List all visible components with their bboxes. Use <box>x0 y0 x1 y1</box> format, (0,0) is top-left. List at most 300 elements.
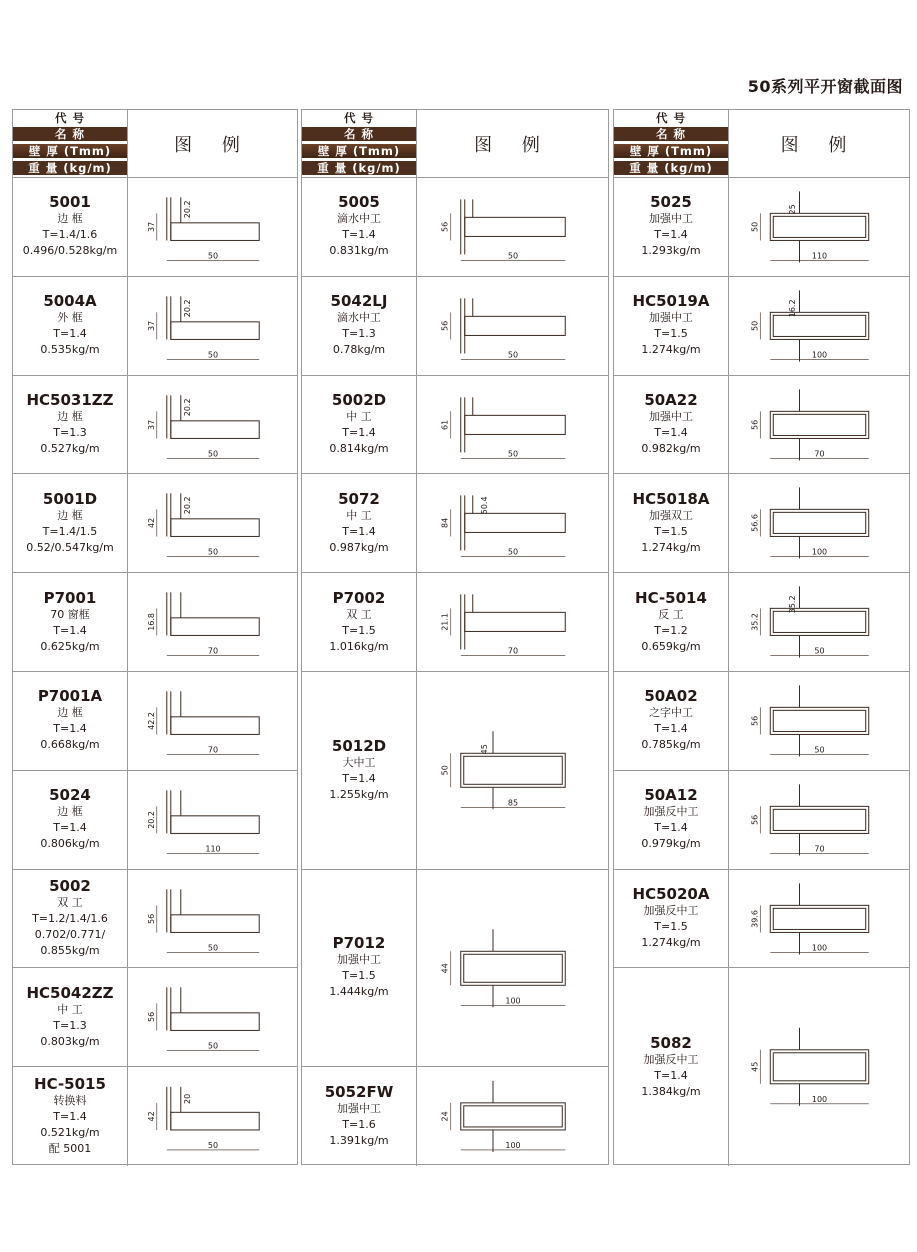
width-dimension: 70 <box>207 745 219 755</box>
profile-code: 5042LJ <box>330 292 388 311</box>
height-dimension: 56 <box>750 419 760 430</box>
profile-drawing <box>167 691 259 734</box>
profile-weight: 0.987kg/m <box>329 540 389 554</box>
width-dimension: 50 <box>207 1141 219 1151</box>
profile-info <box>13 474 128 572</box>
profile-row <box>13 376 297 475</box>
profile-diagram <box>730 474 909 572</box>
profile-thickness: T=1.4 <box>53 327 87 341</box>
height-dimension: 37 <box>146 221 156 232</box>
secondary-dimension: 45 <box>479 744 489 755</box>
secondary-dimension: 25 <box>787 204 797 215</box>
profile-weight: 0.527kg/m <box>40 441 100 455</box>
profile-info <box>13 277 128 375</box>
profile-body <box>465 316 566 335</box>
height-dimension: 35.2 <box>750 613 760 631</box>
secondary-dimension: 20.2 <box>182 398 192 416</box>
profile-info <box>13 376 128 474</box>
width-dimension: 70 <box>207 646 219 656</box>
profile-weight: 0.785kg/m <box>641 738 701 752</box>
profile-thickness: T=1.4 <box>53 821 87 835</box>
height-dimension: 56 <box>146 913 156 924</box>
profile-body <box>171 914 259 932</box>
profile-weight: 1.391kg/m <box>329 1134 389 1148</box>
profile-drawing <box>461 298 566 353</box>
profile-name: 转换料 <box>53 1094 87 1108</box>
profile-info <box>614 277 729 375</box>
profile-weight: 0.535kg/m <box>40 343 100 357</box>
profile-figure <box>730 474 909 572</box>
header-legend: 图 例 <box>780 134 859 156</box>
profile-weight: 1.444kg/m <box>329 985 389 999</box>
profile-code: 5082 <box>650 1033 692 1052</box>
secondary-dimension: 35.2 <box>787 595 797 614</box>
profile-diagram <box>418 376 608 474</box>
profile-code: 5001D <box>42 489 98 508</box>
profile-name: 边 框 <box>57 508 83 522</box>
profile-diagram <box>129 1067 297 1166</box>
profile-body <box>465 217 566 236</box>
profile-thickness: T=1.5 <box>654 919 688 933</box>
profile-code: 5002D <box>331 390 387 409</box>
header-legend: 图 例 <box>474 134 552 156</box>
height-dimension: 16.8 <box>146 613 156 631</box>
profile-body <box>770 609 868 636</box>
profile-code: 5002 <box>49 876 91 895</box>
height-dimension: 50 <box>750 221 760 232</box>
profile-thickness: T=1.3 <box>342 327 376 341</box>
profile-thickness: T=1.3 <box>53 425 87 439</box>
profile-diagram <box>730 968 909 1166</box>
header-name-label: 名 称 <box>13 127 127 141</box>
profile-body <box>465 415 566 434</box>
profile-diagram <box>129 277 297 375</box>
profile-diagram <box>418 672 608 869</box>
profile-info <box>13 1067 128 1166</box>
profile-name: 边 框 <box>57 212 83 226</box>
profile-figure <box>730 968 909 1166</box>
profile-body <box>171 717 259 735</box>
profile-row <box>614 771 909 870</box>
profile-body <box>171 322 259 340</box>
profile-thickness: T=1.5 <box>654 524 688 538</box>
profile-name: 双 工 <box>346 607 372 621</box>
header-weight-label: 重 量 (kg/m) <box>302 161 416 175</box>
width-dimension: 50 <box>507 449 519 459</box>
height-dimension: 42 <box>146 518 156 529</box>
profile-row <box>13 870 297 969</box>
height-dimension: 42 <box>146 1111 156 1122</box>
profile-figure <box>129 178 297 276</box>
height-dimension: 50 <box>440 765 450 776</box>
profile-figure <box>418 573 608 671</box>
profile-figure <box>730 870 909 968</box>
header-thickness-label: 壁 厚 (Tmm) <box>13 144 127 158</box>
profile-body <box>461 753 566 787</box>
profile-inner <box>773 710 865 731</box>
profile-figure <box>418 474 608 572</box>
profile-info <box>13 870 128 968</box>
profile-weight: 0.52/0.547kg/m <box>26 540 114 554</box>
width-dimension: 100 <box>811 943 828 953</box>
profile-weight: 0.78kg/m <box>332 343 386 357</box>
profile-figure <box>418 376 608 474</box>
height-dimension: 45 <box>750 1062 760 1073</box>
profile-thickness: T=1.2/1.4/1.6 <box>32 911 108 925</box>
profile-inner <box>773 414 865 435</box>
profile-row <box>302 376 608 475</box>
header-labels <box>614 110 729 177</box>
profile-weight: 1.293kg/m <box>641 244 701 258</box>
profile-weight: 0.702/0.771/ <box>34 927 106 941</box>
profile-thickness: T=1.6 <box>342 1118 376 1132</box>
profile-weight: 0.831kg/m <box>329 244 389 258</box>
profile-figure <box>418 870 608 1067</box>
profile-figure <box>730 573 909 671</box>
profile-thickness: T=1.4 <box>342 425 376 439</box>
profile-info <box>614 573 729 671</box>
profile-thickness: T=1.4/1.5 <box>42 524 98 538</box>
width-dimension: 50 <box>207 449 219 459</box>
profile-code: HC5019A <box>632 292 710 311</box>
width-dimension: 50 <box>507 251 519 261</box>
width-dimension: 50 <box>507 350 519 360</box>
profile-row <box>13 573 297 672</box>
profile-name: 之字中工 <box>649 706 693 720</box>
profile-name: 双 工 <box>57 895 83 909</box>
profile-drawing <box>461 595 566 650</box>
profile-inner <box>773 612 865 633</box>
profile-body <box>770 905 868 932</box>
height-dimension: 56 <box>146 1012 156 1023</box>
profile-info <box>13 771 128 869</box>
height-dimension: 84 <box>440 518 450 529</box>
profile-weight: 0.806kg/m <box>40 837 100 851</box>
profile-thickness: T=1.4 <box>654 1068 688 1082</box>
profile-inner <box>773 1053 865 1081</box>
profile-body <box>770 312 868 339</box>
width-dimension: 100 <box>811 547 828 557</box>
profile-name: 中 工 <box>57 1002 83 1016</box>
width-dimension: 70 <box>814 844 825 854</box>
profile-thickness: T=1.4 <box>342 228 376 242</box>
profile-row <box>302 672 608 870</box>
profile-body <box>171 223 259 241</box>
profile-code: P7012 <box>332 934 386 953</box>
profile-diagram <box>418 573 608 671</box>
profile-weight: 0.979kg/m <box>641 837 701 851</box>
profile-diagram <box>129 968 297 1066</box>
profile-thickness: T=1.4 <box>654 425 688 439</box>
profile-code: 5052FW <box>324 1083 394 1102</box>
profile-name: 反 工 <box>658 607 684 621</box>
catalog-column <box>613 109 910 1165</box>
height-dimension: 56 <box>750 814 760 825</box>
profile-thickness: T=1.5 <box>342 623 376 637</box>
profile-info <box>614 376 729 474</box>
width-dimension: 50 <box>207 251 219 261</box>
profile-code: 5005 <box>338 193 380 212</box>
profile-info <box>302 672 417 869</box>
height-dimension: 37 <box>146 320 156 331</box>
profile-weight: 1.274kg/m <box>641 540 701 554</box>
width-dimension: 100 <box>811 350 828 360</box>
profile-row <box>614 870 909 969</box>
profile-diagram <box>730 277 909 375</box>
width-dimension: 100 <box>811 1095 828 1105</box>
profile-thickness: T=1.4 <box>53 1110 87 1124</box>
profile-name: 加强双工 <box>649 508 693 522</box>
profile-inner <box>464 954 563 982</box>
profile-name: 边 框 <box>57 706 83 720</box>
profile-body <box>461 951 566 985</box>
profile-info <box>302 376 417 474</box>
profile-body <box>171 618 259 636</box>
profile-diagram <box>129 771 297 869</box>
profile-body <box>171 816 259 834</box>
profile-figure <box>129 968 297 1066</box>
profile-note: 配 5001 <box>48 1142 92 1156</box>
profile-diagram <box>129 376 297 474</box>
profile-drawing <box>461 397 566 452</box>
secondary-dimension: 20.2 <box>182 200 192 219</box>
profile-body <box>770 411 868 438</box>
profile-weight: 1.255kg/m <box>329 787 389 801</box>
profile-row <box>614 277 909 376</box>
profile-body <box>465 514 566 533</box>
secondary-dimension: 20.2 <box>182 299 192 318</box>
width-dimension: 85 <box>507 798 519 808</box>
profile-diagram <box>730 870 909 968</box>
secondary-dimension: 50.4 <box>479 496 489 515</box>
profile-info <box>614 870 729 968</box>
profile-weight: 0.803kg/m <box>40 1034 100 1048</box>
header-thickness-label: 壁 厚 (Tmm) <box>302 144 416 158</box>
secondary-dimension: 20.2 <box>182 496 192 515</box>
header-legend: 图 例 <box>174 134 252 156</box>
profile-figure <box>129 376 297 474</box>
profile-weight: 0.625kg/m <box>40 639 100 653</box>
profile-row <box>614 573 909 672</box>
height-dimension: 37 <box>146 419 156 430</box>
height-dimension: 56.6 <box>750 514 760 533</box>
profile-name: 加强中工 <box>337 1102 381 1116</box>
profile-figure <box>129 672 297 770</box>
profile-thickness: T=1.2 <box>654 623 688 637</box>
profile-name: 加强反中工 <box>643 1052 699 1066</box>
profile-diagram <box>418 178 608 276</box>
height-dimension: 39.6 <box>750 909 760 928</box>
profile-code: 5004A <box>43 292 97 311</box>
profile-info <box>614 672 729 770</box>
profile-diagram <box>129 474 297 572</box>
profile-figure <box>129 1067 297 1166</box>
profile-row <box>614 968 909 1166</box>
column-header <box>614 110 909 178</box>
width-dimension: 50 <box>207 1041 219 1051</box>
width-dimension: 70 <box>814 449 825 459</box>
profile-figure <box>129 573 297 671</box>
secondary-dimension: 20 <box>182 1093 192 1105</box>
profile-weight: 0.496/0.528kg/m <box>22 244 118 258</box>
profile-weight: 0.521kg/m <box>40 1126 100 1140</box>
profile-inner <box>773 809 865 830</box>
profile-body <box>770 1050 868 1084</box>
profile-drawing <box>167 395 259 438</box>
width-dimension: 100 <box>505 995 521 1005</box>
profile-row <box>13 474 297 573</box>
profile-code: HC5042ZZ <box>26 983 114 1002</box>
profile-thickness: T=1.3 <box>53 1018 87 1032</box>
profile-code: HC5031ZZ <box>26 390 114 409</box>
width-dimension: 50 <box>507 547 519 557</box>
profile-figure <box>129 771 297 869</box>
profile-name: 加强反中工 <box>643 903 699 917</box>
profile-weight: 0.668kg/m <box>40 738 100 752</box>
width-dimension: 100 <box>505 1141 521 1151</box>
profile-row <box>13 277 297 376</box>
header-code-label: 代 号 <box>343 111 374 125</box>
profile-figure <box>129 277 297 375</box>
height-dimension: 61 <box>440 419 450 430</box>
profile-drawing <box>461 199 566 254</box>
profile-body <box>171 420 259 438</box>
width-dimension: 50 <box>207 943 219 953</box>
profile-diagram <box>730 672 909 770</box>
profile-body <box>770 707 868 734</box>
profile-body <box>171 1113 259 1131</box>
profile-info <box>302 178 417 276</box>
profile-name: 中 工 <box>346 508 372 522</box>
profile-thickness: T=1.4 <box>53 623 87 637</box>
profile-thickness: T=1.4/1.6 <box>42 228 98 242</box>
profile-body <box>171 1013 259 1031</box>
profile-figure <box>730 376 909 474</box>
profile-row <box>302 178 608 277</box>
profile-name: 中 工 <box>346 409 372 423</box>
width-dimension: 50 <box>207 547 219 557</box>
profile-body <box>770 510 868 537</box>
profile-figure <box>730 178 909 276</box>
profile-drawing <box>167 197 259 240</box>
header-code-label: 代 号 <box>54 111 85 125</box>
profile-row <box>13 771 297 870</box>
column-header <box>302 110 608 178</box>
profile-figure <box>129 870 297 968</box>
profile-drawing <box>167 593 259 636</box>
height-dimension: 56 <box>750 715 760 726</box>
profile-inner <box>773 216 865 237</box>
profile-weight: 1.016kg/m <box>329 639 389 653</box>
height-dimension: 20.2 <box>146 810 156 829</box>
profile-row <box>614 376 909 475</box>
header-thickness-label: 壁 厚 (Tmm) <box>614 144 728 158</box>
profile-thickness: T=1.4 <box>654 722 688 736</box>
profile-figure <box>418 178 608 276</box>
profile-row <box>302 1067 608 1166</box>
profile-inner <box>773 315 865 336</box>
profile-info <box>302 870 417 1067</box>
profile-code: 5072 <box>338 489 380 508</box>
profile-info <box>13 573 128 671</box>
profile-code: 5012D <box>331 736 387 755</box>
profile-inner <box>773 908 865 929</box>
height-dimension: 50 <box>750 320 760 331</box>
profile-code: P7002 <box>332 588 386 607</box>
profile-row <box>13 1067 297 1166</box>
profile-thickness: T=1.4 <box>342 771 376 785</box>
width-dimension: 70 <box>507 646 519 656</box>
header-weight-label: 重 量 (kg/m) <box>13 161 127 175</box>
profile-code: 5001 <box>49 193 91 212</box>
profile-row <box>302 474 608 573</box>
profile-row <box>302 573 608 672</box>
profile-code: HC-5014 <box>635 588 707 607</box>
profile-diagram <box>418 870 608 1067</box>
profile-body <box>461 1103 566 1130</box>
profile-weight-continued: 0.855kg/m <box>40 943 100 957</box>
profile-name: 加强中工 <box>649 409 693 423</box>
catalog-column <box>301 109 609 1165</box>
profile-drawing <box>167 1087 259 1130</box>
profile-thickness: T=1.4 <box>654 821 688 835</box>
catalog-column <box>12 109 298 1165</box>
page-title: 50系列平开窗截面图 <box>747 77 903 96</box>
profile-weight: 1.274kg/m <box>641 935 701 949</box>
profile-name: 边 框 <box>57 409 83 423</box>
profile-row <box>13 968 297 1067</box>
height-dimension: 42.2 <box>146 711 156 730</box>
profile-name: 加强中工 <box>337 953 381 967</box>
profile-body <box>465 613 566 632</box>
profile-inner <box>773 513 865 534</box>
profile-row <box>614 474 909 573</box>
profile-drawing <box>461 496 566 551</box>
profile-thickness: T=1.5 <box>342 969 376 983</box>
profile-diagram <box>730 376 909 474</box>
width-dimension: 50 <box>207 350 219 360</box>
profile-thickness: T=1.4 <box>342 524 376 538</box>
profile-info <box>302 573 417 671</box>
profile-thickness: T=1.4 <box>53 722 87 736</box>
profile-info <box>614 968 729 1166</box>
profile-name: 外 框 <box>57 311 83 325</box>
profile-info <box>13 672 128 770</box>
profile-diagram <box>418 1067 608 1166</box>
profile-name: 加强反中工 <box>643 805 699 819</box>
profile-info <box>302 277 417 375</box>
height-dimension: 21.1 <box>440 613 450 631</box>
width-dimension: 50 <box>814 646 825 656</box>
width-dimension: 110 <box>205 844 221 854</box>
profile-code: P7001 <box>43 588 97 607</box>
profile-name: 大中工 <box>342 755 376 769</box>
profile-thickness: T=1.5 <box>654 327 688 341</box>
profile-body <box>171 519 259 537</box>
profile-drawing <box>167 790 259 833</box>
profile-code: 50A22 <box>644 390 698 409</box>
profile-row <box>13 672 297 771</box>
header-weight-label: 重 量 (kg/m) <box>614 161 728 175</box>
profile-weight: 0.659kg/m <box>641 639 701 653</box>
profile-info <box>302 1067 417 1166</box>
profile-row <box>13 178 297 277</box>
profile-code: HC5018A <box>632 489 710 508</box>
profile-row <box>614 672 909 771</box>
profile-weight: 0.814kg/m <box>329 441 389 455</box>
profile-figure <box>418 277 608 375</box>
profile-code: HC5020A <box>632 884 710 903</box>
